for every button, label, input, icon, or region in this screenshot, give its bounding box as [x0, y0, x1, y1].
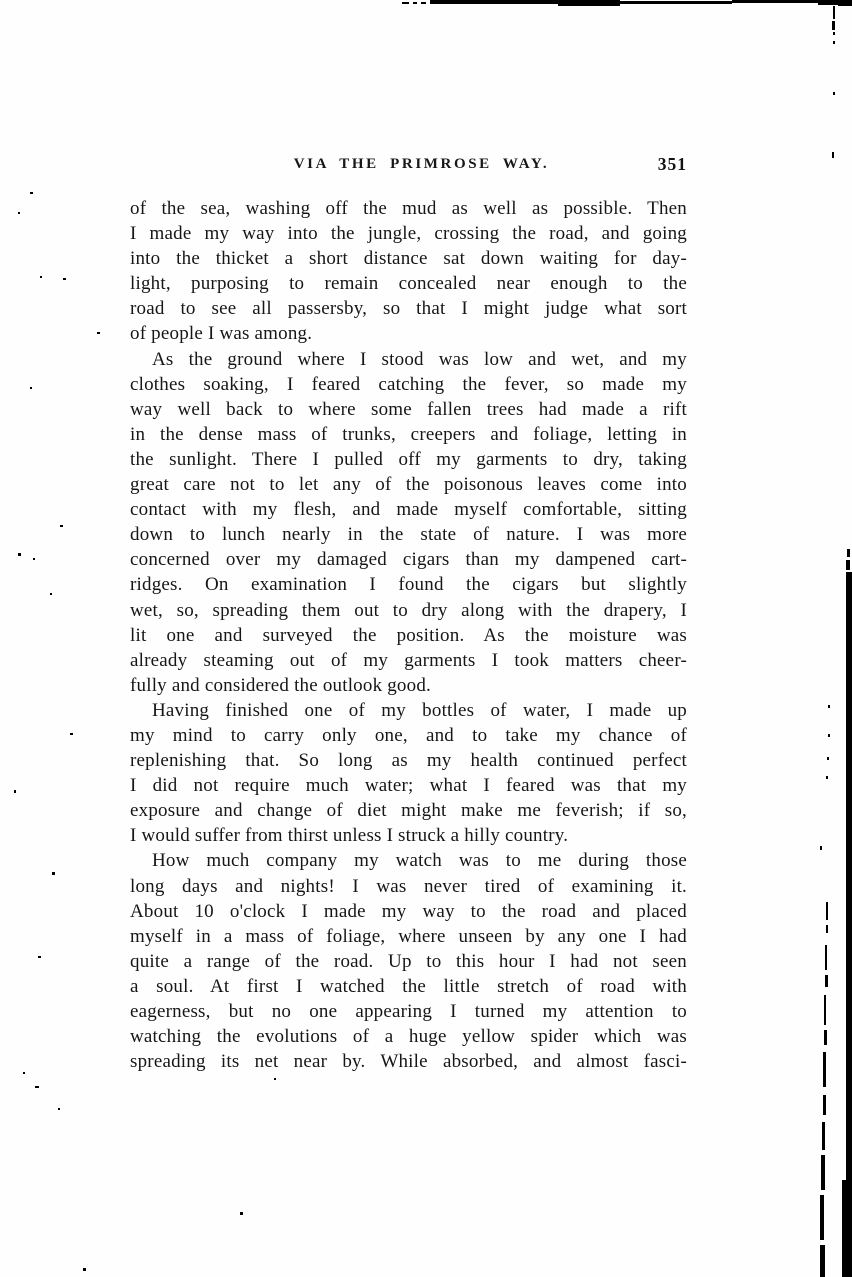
text-line: contact with my flesh, and made myself comfortable, sitting	[130, 499, 687, 521]
scan-artifact	[828, 734, 830, 737]
scan-artifact	[824, 1030, 827, 1045]
text-line: road to see all passersby, so that I might judge what sort	[130, 298, 687, 320]
scan-artifact	[402, 2, 409, 4]
scan-artifact	[826, 925, 828, 933]
text-line: spreading its net near by. While absorbed, and almost fasci-	[130, 1051, 687, 1073]
scan-artifact	[847, 549, 850, 557]
scan-artifact	[828, 705, 830, 708]
text-line: I did not require much water; what I feared was that my	[130, 775, 687, 797]
scan-artifact	[823, 1095, 826, 1115]
scan-artifact	[824, 995, 826, 1025]
scan-artifact	[612, 1, 732, 4]
scan-artifact	[820, 1245, 825, 1277]
text-line: of the sea, washing off the mud as well as possible. Then	[130, 198, 687, 219]
scan-artifact	[822, 1122, 825, 1150]
scan-artifact	[38, 956, 41, 958]
text-line: the sunlight. There I pulled off my garments to dry, taking	[130, 448, 687, 470]
scan-artifact	[18, 553, 21, 556]
scan-artifact	[30, 387, 32, 389]
text-line: in the dense mass of trunks, creepers and foliage, letting in	[130, 423, 687, 445]
scan-artifact	[832, 21, 835, 30]
scan-artifact	[35, 1086, 39, 1088]
scan-artifact	[821, 1155, 825, 1190]
scan-artifact	[30, 192, 33, 194]
scan-artifact	[14, 790, 16, 793]
scan-artifact	[274, 1078, 276, 1080]
scan-artifact	[838, 0, 852, 6]
running-head: VIA THE PRIMROSE WAY.	[293, 156, 550, 172]
text-line: already steaming out of my garments I took matters cheer-	[130, 649, 687, 671]
scan-artifact	[83, 1268, 86, 1271]
scan-artifact	[50, 593, 52, 595]
page-header	[130, 156, 687, 178]
scan-artifact	[825, 945, 827, 970]
text-line: light, purposing to remain concealed near enough to the	[130, 273, 687, 295]
scan-artifact	[827, 757, 829, 760]
page-number: 351	[657, 154, 687, 174]
scan-artifact	[826, 902, 828, 920]
scan-artifact	[823, 1052, 826, 1087]
scan-artifact	[732, 0, 820, 3]
scan-artifact	[240, 1212, 243, 1215]
text-line: way well back to where some fallen trees had made a rift	[130, 398, 687, 420]
text-line: How much company my watch was to me during those	[152, 850, 687, 872]
text-line: down to lunch nearly in the state of nature. I was more	[130, 524, 687, 546]
scan-artifact	[40, 276, 42, 278]
text-line: into the thicket a short distance sat down waiting for day-	[130, 248, 687, 270]
scan-artifact	[60, 525, 63, 527]
text-line: As the ground where I stood was low and wet, and my	[152, 348, 687, 370]
scan-artifact	[413, 2, 417, 4]
text-line: a soul. At first I watched the little stretch of road with	[130, 975, 687, 997]
scan-artifact	[558, 0, 620, 6]
scan-artifact	[832, 152, 834, 158]
scan-artifact	[842, 1180, 852, 1277]
text-line: eagerness, but no one appearing I turned my attention to	[130, 1001, 687, 1022]
text-line: lit one and surveyed the position. As the moisture was	[130, 624, 687, 646]
text-line: clothes soaking, I feared catching the fever, so made my	[130, 373, 687, 395]
text-line: Having finished one of my bottles of water, I made up	[152, 699, 687, 721]
text-line: my mind to carry only one, and to take my chance of	[130, 724, 687, 746]
text-line: of people I was among.	[130, 323, 313, 345]
scan-artifact	[58, 1108, 60, 1110]
text-line: myself in a mass of foliage, where unseen by any one I had	[130, 925, 687, 947]
scan-artifact	[52, 872, 55, 875]
scan-artifact	[833, 92, 835, 95]
text-line: I made my way into the jungle, crossing the road, and going	[130, 223, 687, 245]
text-line: great care not to let any of the poisonous leaves come into	[130, 474, 687, 496]
scan-artifact	[18, 212, 20, 214]
text-line: I would suffer from thirst unless I struck a hilly country.	[130, 825, 569, 847]
text-line: concerned over my damaged cigars than my dampened cart-	[130, 549, 687, 571]
text-line: quite a range of the road. Up to this hour I had not seen	[130, 950, 687, 972]
text-line: watching the evolutions of a huge yellow spider which was	[130, 1026, 687, 1048]
scan-artifact	[820, 1195, 824, 1240]
scan-artifact	[846, 560, 850, 570]
text-line: exposure and change of diet might make me feverish; if so,	[130, 800, 687, 822]
scan-artifact	[826, 776, 828, 779]
scan-artifact	[33, 558, 35, 560]
scan-artifact	[97, 332, 100, 334]
scan-artifact	[833, 41, 835, 44]
text-line: replenishing that. So long as my health continued perfect	[130, 750, 687, 772]
scan-artifact	[421, 2, 426, 4]
scan-artifact	[825, 975, 828, 987]
scan-artifact	[23, 1072, 25, 1074]
body-text	[130, 196, 687, 1074]
text-line: wet, so, spreading them out to dry along with the drapery, I	[130, 599, 687, 621]
text-line: ridges. On examination I found the cigars but slightly	[130, 574, 687, 596]
scan-artifact	[63, 278, 66, 280]
text-line: fully and considered the outlook good.	[130, 674, 431, 696]
scan-artifact	[70, 733, 73, 735]
text-line: long days and nights! I was never tired of examining it.	[130, 875, 687, 897]
scan-artifact	[833, 32, 835, 35]
text-line: About 10 o'clock I made my way to the road and placed	[130, 900, 687, 922]
scan-artifact	[820, 846, 822, 850]
scan-artifact	[833, 6, 835, 19]
scan-artifact	[846, 572, 852, 1277]
